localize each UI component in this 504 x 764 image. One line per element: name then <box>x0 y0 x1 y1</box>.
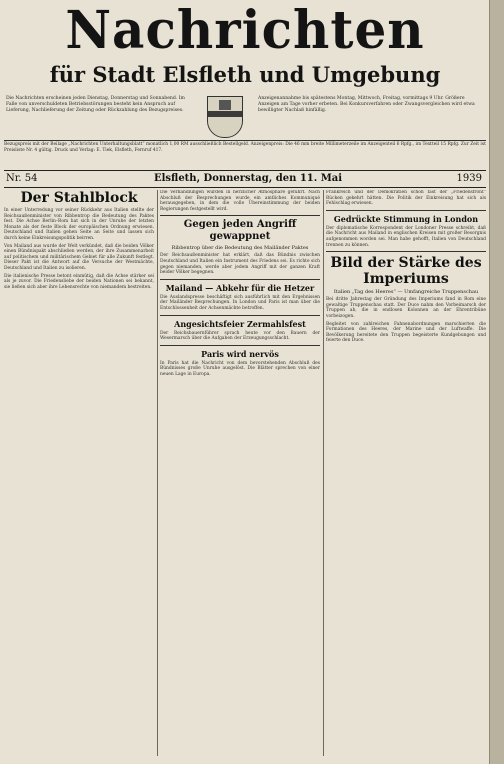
article-paragraph: Die italienische Presse betont einmütig, daß die Achse stärker sei als je zuvor. Die Friedensliebe der beiden Nationen sei bekannt, sie ließen sich aber ihre Lebensrechte von niemandem bestreiten. <box>4 273 154 290</box>
article-headline: Mailand — Abkehr für die Hetzer <box>165 282 315 293</box>
article-paragraph: Die Auslandspresse beschäftigt sich ausführlich mit den Ergebnissen der Mailänder Besprechungen. In London und Paris ist man über die Entschlossenheit der Achsenmächte betroffen. <box>160 294 320 311</box>
issue-year: 1939 <box>456 173 482 184</box>
column-divider <box>323 190 324 756</box>
page-edge <box>489 0 504 764</box>
article-headline: Gegen jeden Angriff gewappnet <box>183 219 297 243</box>
coat-of-arms-icon <box>207 96 243 138</box>
masthead-title: Nachrichten <box>65 0 425 61</box>
column-1 <box>4 190 154 760</box>
issue-number: Nr. 54 <box>6 173 38 184</box>
article-headline: Angesichtsfeier Zermahlsfest <box>174 318 306 329</box>
header-info-left: Die Nachrichten erscheinen jeden Dienstag, Donnerstag und Sonnabend. Im Falle von unverschuldeten Betriebsstörungen besteht kein Anspruch auf Lieferung, Nachlieferung der Zeitung oder Rückzahlung des Bezugspreises. <box>6 96 185 113</box>
article-paragraph: Begleitet von zahlreichen Fahnenabordnungen marschierten die Formationen des Heeres, der Marine und der Luftwaffe. Die Bevölkerung bereitete den Truppen begeisterte Kundgebungen und feierte den Duce. <box>326 321 486 344</box>
article-headline: Gedrückte Stimmung in London <box>333 213 479 224</box>
issue-date: Elsfleth, Donnerstag, den 11. Mai <box>154 173 343 184</box>
article-paragraph: Bei dritte Jahrestag der Gründung des Imperiums fand in Rom eine gewaltige Truppenschau statt. Der Duce nahm den Vorbeimarsch der Truppen ab, die in endlosen Kolonnen an der Ehrentribüne vorbeizogen. <box>326 297 486 319</box>
article-paragraph: Frankreich und der Demokratien schon fast der „Friedensfront“ Rücken gekehrt hätten. Die Politik der Einkreisung hat sich als Fehlschlag erwiesen. <box>326 190 486 207</box>
article-paragraph: Die Verhandlungen wurden in herzlicher Atmosphäre geführt. Nach Abschluß der Besprechungen wurde ein amtliches Kommuniqué herausgegeben, in dem die volle Übereinstimmung der beiden Regierungen festgestellt wird. <box>160 190 320 212</box>
article-paragraph: In einer Unterredung vor seiner Rückkehr aus Italien stellte der Reichsaußenminister von Ribbentrop die Bedeutung des Paktes fest. Die Achse Berlin–Rom hat sich in der Unruhe der letzten Monate als der feste Block der europäischen Ordnung erwiesen. Deutschland und Italien gehen Seite an Seite und lassen sich durch keine Einkreisungspolitik beirren. <box>4 208 154 241</box>
article-headline: Der Stahlblock <box>20 190 138 206</box>
column-divider <box>157 190 158 756</box>
article-paragraph: In Paris hat die Nachricht von dem bevorstehenden Abschluß des Bündnisses große Unruhe ausgelöst. Die Blätter sprechen von einer neuen Lage in Europa. <box>160 360 320 377</box>
header-info-strip: Bezugspreis mit der Beilage „Nachrichten Unterhaltungsblatt“ monatlich 1,00 RM ausschließlich Bestellgeld. Anzeigenpreis: Die 46 mm breite Millimeterzeile im Anzeigenteil 6 Rpfg., im Textteil 15 Rpfg. Zur Zeit ist Preisliste Nr. 4 gültig. Druck und Verlag: E. Tiek, Elsfleth, Fernruf 417. <box>4 142 486 153</box>
article-paragraph: Der diplomatische Korrespondent der Londoner Presse schreibt, daß die Nachricht aus Mailand in englischen Kreisen mit großer Besorgnis aufgenommen worden sei. Man habe gehofft, Italien von Deutschland trennen zu können. <box>326 225 486 248</box>
article-paragraph: Der Reichsaußenminister hat erklärt, daß das Bündnis zwischen Deutschland und Italien ein Instrument des Friedens sei. Es richte sich gegen niemanden, werde aber jedem Angriff mit der ganzen Kraft beider Völker begegnen. <box>160 253 320 276</box>
article-headline: Paris wird nervös <box>201 348 279 359</box>
article-subheadline: Italien „Tag des Heeres“ — Umfangreiche Truppenschau <box>333 289 479 296</box>
article-paragraph: Von Mailand aus wurde der Welt verkündet, daß die beiden Völker einen Bündnispakt abschließen werden, der ihre Zusammenarbeit auf politischem und militärischem Gebiet für alle Zukunft festlegt. Dieser Pakt ist die Antwort auf die Versuche der Westmächte, Deutschland und Italien zu isolieren. <box>4 243 154 271</box>
column-3 <box>326 190 486 760</box>
column-2 <box>160 190 320 760</box>
header-info-right: Anzeigenannahme bis spätestens Montag, Mittwoch, Freitag, vormittags 9 Uhr. Größere Anzeigen am Tage vorher erbeten. Bei Konkursverfahren oder Zwangsvergleichen wird etwa bewilligter Nachlaß hinfällig. <box>258 96 475 113</box>
masthead-subtitle: für Stadt Elsfleth und Umgebung <box>49 62 441 87</box>
article-headline: Bild der Stärke des Imperiums <box>330 255 482 288</box>
article-paragraph: Der Reichsbauernführer sprach heute vor den Bauern der Wesermarsch über die Aufgaben der Erzeugungsschlacht. <box>160 330 320 342</box>
article-subheadline: Ribbentrop über die Bedeutung des Mailänder Paktes <box>171 245 309 252</box>
dateline <box>4 170 486 188</box>
